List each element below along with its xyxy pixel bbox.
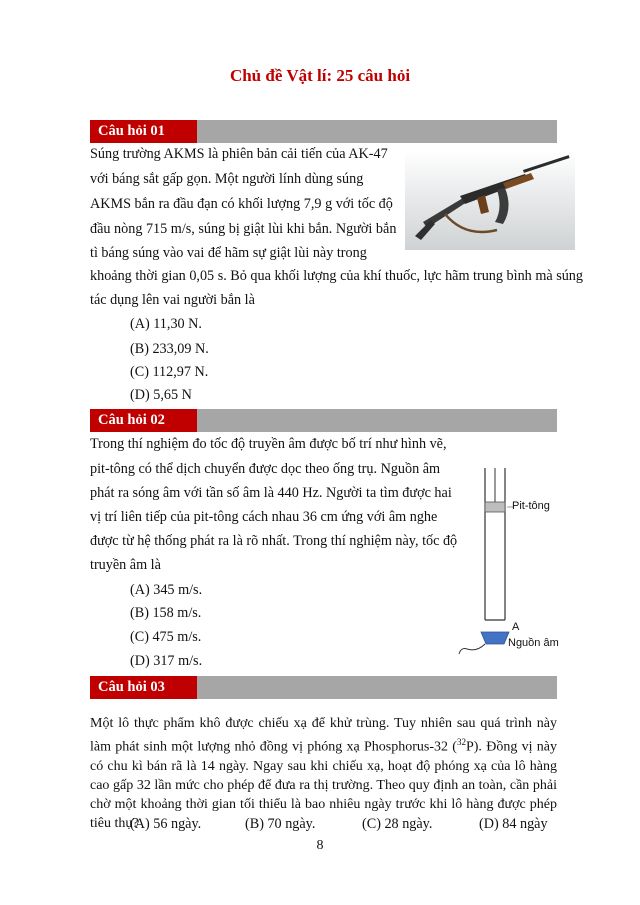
q1-line: khoảng thời gian 0,05 s. Bỏ qua khối lượng của khí thuốc, lực hãm trung bình mà súng [90,268,583,284]
q1-option-c: (C) 112,97 N. [130,364,209,380]
q3-option-c: (C) 28 ngày. [362,816,433,832]
question-label: Câu hỏi 03 [90,676,197,699]
q1-line: đầu nòng 715 m/s, súng bị giật lùi khi bắn. Người bắn [90,221,397,237]
q1-line: Súng trường AKMS là phiên bản cải tiến của AK-47 [90,146,388,162]
source-label: Nguồn âm [508,637,559,649]
sound-source [481,632,509,644]
q3-option-d: (D) 84 ngày [479,816,548,832]
q3-option-b: (B) 70 ngày. [245,816,316,832]
q1-line: tì báng súng vào vai để hãm sự giật lùi này trong [90,245,367,261]
question-label: Câu hỏi 01 [90,120,197,143]
question-header-01 [90,120,557,143]
point-a-label: A [512,621,520,633]
q2-line: truyền âm là [90,557,161,573]
rifle-image [405,150,575,250]
q1-option-b: (B) 233,09 N. [130,341,209,357]
piston-label: Pit-tông [512,500,550,512]
q2-line: Trong thí nghiệm đo tốc độ truyền âm được bố trí như hình vẽ, [90,436,447,452]
q2-option-a: (A) 345 m/s. [130,582,203,598]
q2-line: pit-tông có thể dịch chuyển được dọc theo ống trụ. Nguồn âm [90,461,441,477]
q2-line: được từ hệ thống phát ra là rõ nhất. Trong thí nghiệm này, tốc độ [90,533,458,549]
q3-superscript: 32 [456,737,466,747]
page-title: Chủ đề Vật lí: 25 câu hỏi [229,66,411,85]
question-header-02 [90,409,557,432]
q3-option-a: (A) 56 ngày. [130,816,202,832]
q1-option-a: (A) 11,30 N. [130,316,202,332]
question-label: Câu hỏi 02 [90,409,197,432]
q1-line: AKMS bắn ra đầu đạn có khối lượng 7,9 g với tốc độ [90,196,393,212]
q2-line: vị trí liên tiếp của pit-tông cách nhau 36 cm ứng với âm nghe [90,509,438,525]
q3-text [90,714,557,833]
question-header-03 [90,676,557,699]
tube-figure [455,460,565,660]
q2-option-b: (B) 158 m/s. [130,605,202,621]
q1-line: tác dụng lên vai người bắn là [90,292,255,308]
q1-line: với báng sắt gấp gọn. Một người lính dùng súng [90,171,364,187]
page-number: 8 [316,838,324,853]
piston [485,502,505,512]
q2-option-d: (D) 317 m/s. [130,653,203,669]
q2-line: phát ra sóng âm với tần số âm là 440 Hz. Người ta tìm được hai [90,485,452,501]
q3-text-part: P). Đồng vị này có chu kì bán rã là 14 ngày. Ngay sau khi chiếu xạ, hoạt độ phóng xạ của lô hàng cao gấp 32 lần mức cho phép để đưa ra thị trường. Theo quy định an toàn, cần phải chờ một khoảng thời gian tối thiểu là bao nhiêu ngày trước khi lô hàng được phép tiêu thụ? [90,739,557,831]
q3-text-part: Một lô thực phẩm khô được chiếu xạ để khử trùng. Tuy nhiên sau quá trình này làm phát sinh một lượng nhỏ đồng vị phóng xạ Phosphorus-32 ( [90,716,557,755]
q1-option-d: (D) 5,65 N [130,387,192,403]
q2-option-c: (C) 475 m/s. [130,629,202,645]
